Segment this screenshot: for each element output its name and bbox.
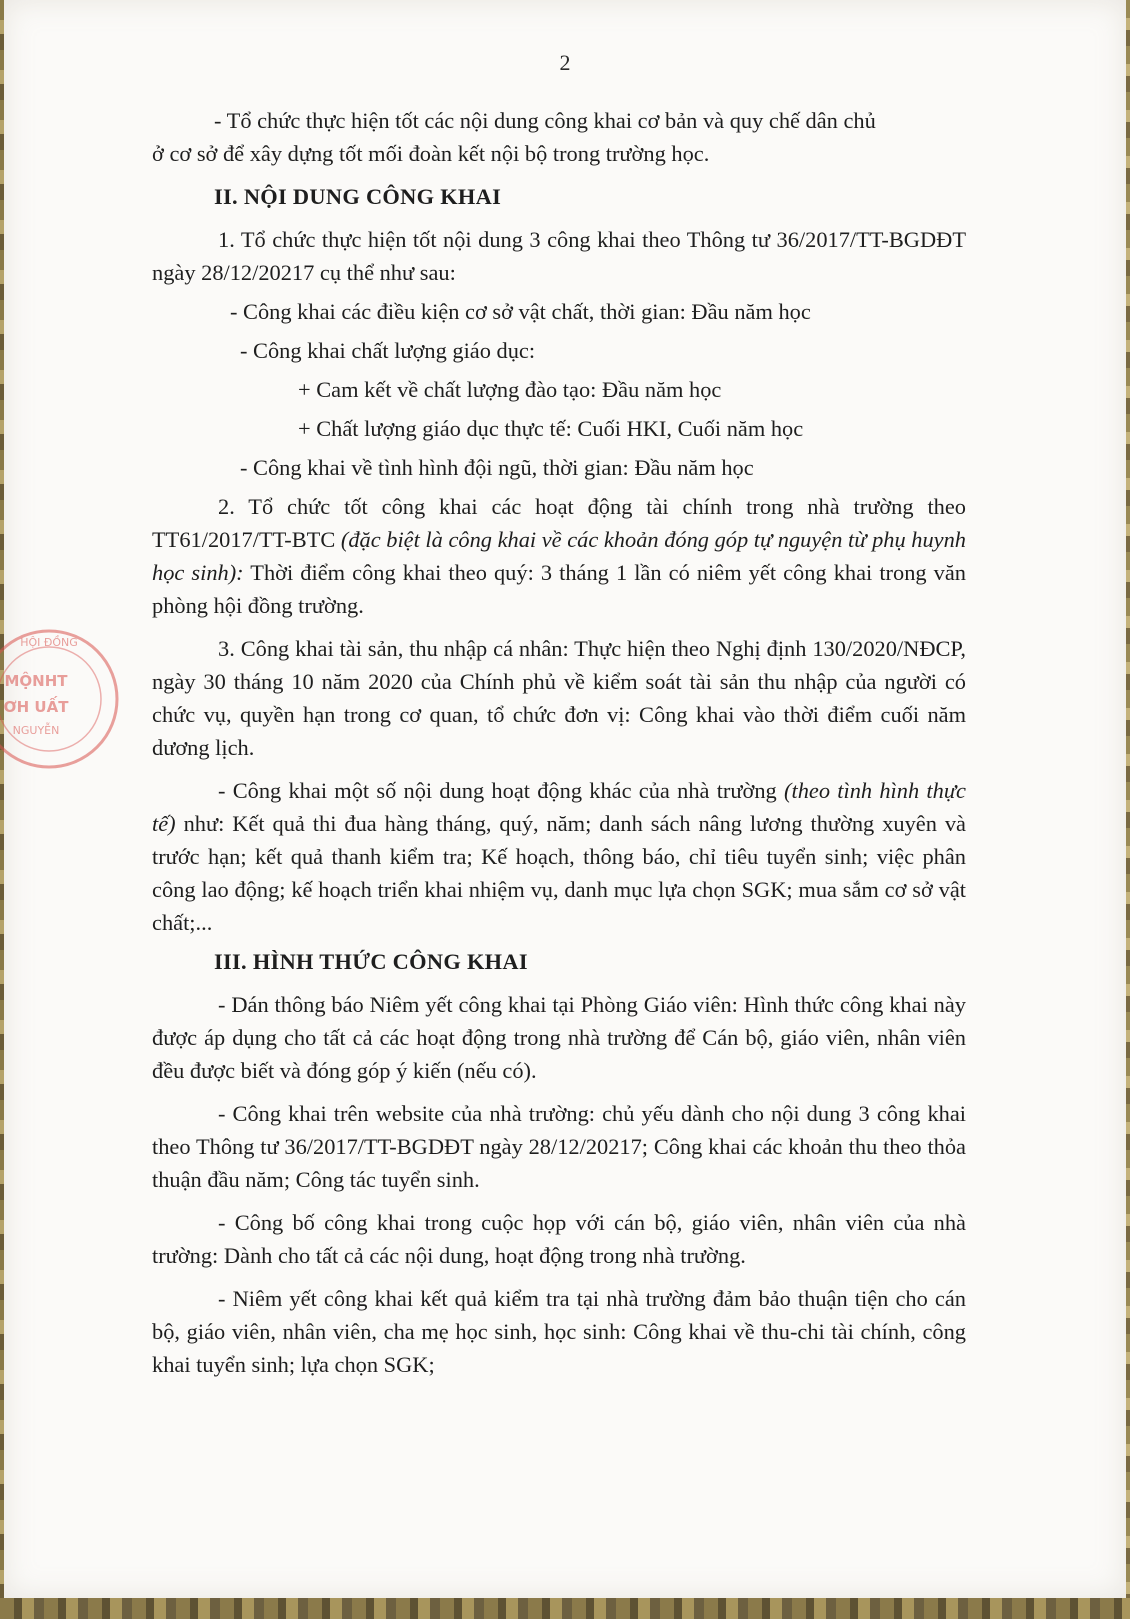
other-text-1: - Công khai một số nội dung hoạt động khác của nhà trường — [218, 778, 785, 803]
document-body — [152, 104, 966, 1381]
bottom-background-strip — [0, 1598, 1130, 1619]
intro-line-1: - Tổ chức thực hiện tốt các nội dung công khai cơ bản và quy chế dân chủ — [214, 108, 876, 133]
section-3-para-4: - Niêm yết công khai kết quả kiểm tra tại nhà trường đảm bảo thuận tiện cho cán bộ, giáo viên, nhân viên, cha mẹ học sinh, học sinh: Công khai về thu-chi tài chính, công khai tuyển sinh; lựa chọn SGK; — [152, 1286, 966, 1377]
stamp-line-1: HỘI ĐỒNG — [20, 636, 78, 649]
item-2-text-2: Thời điểm công khai theo quý: 3 tháng 1 lần có niêm yết công khai trong văn phòng hội đồng trường. — [152, 560, 966, 618]
sub-actual-quality: + Chất lượng giáo dục thực tế: Cuối HKI, Cuối năm học — [298, 416, 804, 441]
section-3-para-2: - Công khai trên website của nhà trường: chủ yếu dành cho nội dung 3 công khai theo Thông tư 36/2017/TT-BGDĐT ngày 28/12/20217; Công khai các khoản thu theo thỏa thuận đầu năm; Công tác tuyển sinh. — [152, 1101, 966, 1192]
item-2-italic: (đặc biệt là công khai về các khoản đóng góp tự nguyện từ phụ huynh học sinh): — [152, 527, 966, 585]
stamp-line-4: NGUYỄN — [12, 724, 60, 737]
item-2-text-1: 2. Tổ chức tốt công khai các hoạt động tài chính trong nhà trường theo TT61/2017/TT-BTC — [152, 494, 966, 552]
sub-commitment: + Cam kết về chất lượng đào tạo: Đầu năm học — [298, 377, 722, 402]
red-seal-stamp — [0, 624, 124, 774]
other-italic: (theo tình hình thực tế) — [152, 778, 966, 836]
document-page — [4, 0, 1126, 1598]
intro-line-2: ở cơ sở để xây dựng tốt mối đoàn kết nội bộ trong trường học. — [152, 141, 710, 166]
section-3-heading: III. HÌNH THỨC CÔNG KHAI — [214, 949, 528, 974]
bullet-facilities: - Công khai các điều kiện cơ sở vật chất, thời gian: Đầu năm học — [230, 299, 811, 324]
section-3-para-1: - Dán thông báo Niêm yết công khai tại Phòng Giáo viên: Hình thức công khai này được áp dụng cho tất cả các hoạt động trong nhà trường để Cán bộ, giáo viên, nhân viên đều được biết và đóng góp ý kiến (nếu có). — [152, 992, 966, 1083]
bullet-staff: - Công khai về tình hình đội ngũ, thời gian: Đầu năm học — [240, 455, 754, 480]
section-3-para-3: - Công bố công khai trong cuộc họp với cán bộ, giáo viên, nhân viên của nhà trường: Dành cho tất cả các nội dung, hoạt động trong nhà trường. — [152, 1210, 966, 1268]
bullet-quality: - Công khai chất lượng giáo dục: — [240, 338, 536, 363]
section-2-item-1: 1. Tổ chức thực hiện tốt nội dung 3 công khai theo Thông tư 36/2017/TT-BGDĐT ngày 28/12/20217 cụ thể như sau: — [152, 227, 966, 285]
section-2-item-2 — [152, 490, 966, 622]
page-number: 2 — [559, 50, 571, 75]
section-2-heading: II. NỘI DUNG CÔNG KHAI — [214, 184, 502, 209]
section-2-other-content — [152, 774, 966, 939]
stamp-line-2: MỘNHT — [4, 672, 68, 690]
other-text-2: như: Kết quả thi đua hàng tháng, quý, năm; danh sách nâng lương thường xuyên và trước hạn; kết quả thanh kiểm tra; Kế hoạch, thông báo, chỉ tiêu tuyển sinh; việc phân công lao động; kế hoạch triển khai nhiệm vụ, danh mục lựa chọn SGK; mua sắm cơ sở vật chất;... — [152, 811, 966, 935]
stamp-line-3: ƠH UẤT — [3, 698, 69, 716]
section-2-item-3: 3. Công khai tài sản, thu nhập cá nhân: Thực hiện theo Nghị định 130/2020/NĐCP, ngày 30 tháng 10 năm 2020 của Chính phủ về kiểm soát tài sản thu nhập của người có chức vụ, quyền hạn trong cơ quan, tổ chức đơn vị: Công khai vào thời điểm cuối năm dương lịch. — [152, 636, 966, 760]
